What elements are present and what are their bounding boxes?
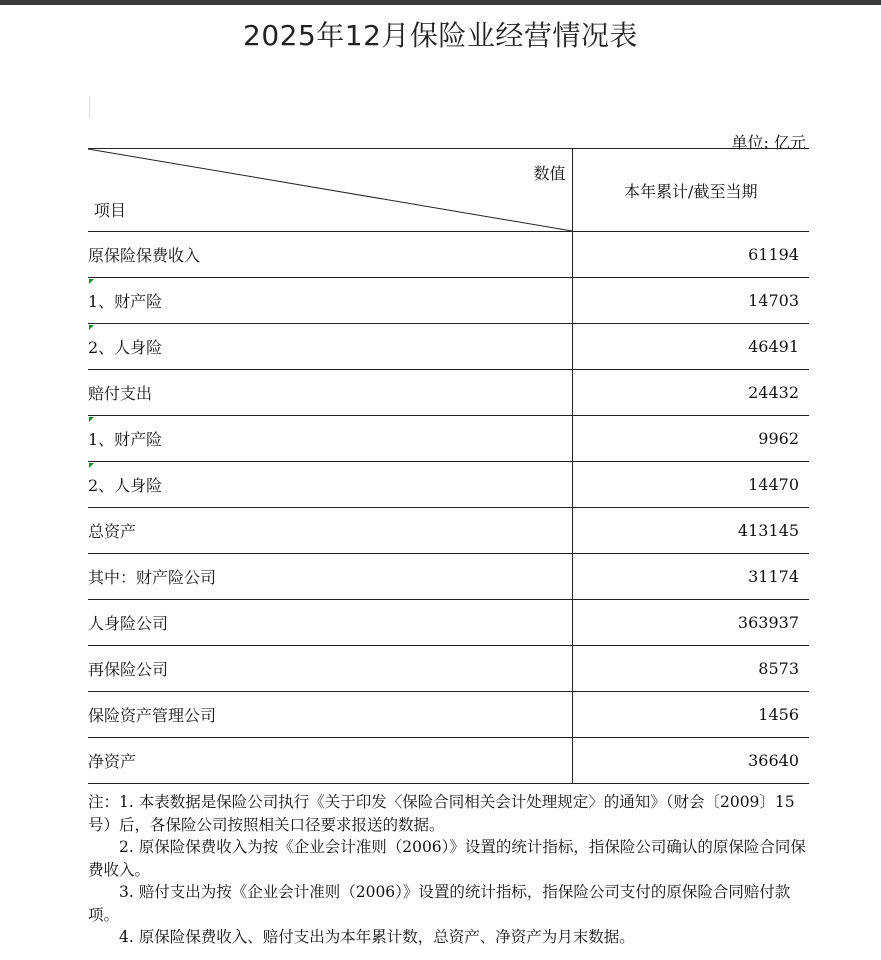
unit-label: 单位: 亿元 bbox=[731, 133, 806, 152]
row-value: 14703 bbox=[572, 278, 809, 324]
table-row bbox=[88, 738, 809, 784]
row-value: 46491 bbox=[572, 324, 809, 370]
row-value: 363937 bbox=[572, 600, 809, 646]
row-item: 1、财产险 bbox=[88, 278, 572, 324]
diagonal-line bbox=[88, 149, 572, 231]
table-row bbox=[88, 508, 809, 554]
divider bbox=[89, 96, 90, 118]
comment-marker-icon bbox=[89, 417, 94, 422]
table-header-row bbox=[88, 149, 809, 232]
header-value-label: 数值 bbox=[533, 164, 566, 183]
header-item-label: 项目 bbox=[94, 201, 127, 220]
table-row bbox=[88, 646, 809, 692]
row-value: 31174 bbox=[572, 554, 809, 600]
row-value: 61194 bbox=[572, 232, 809, 278]
row-value: 1456 bbox=[572, 692, 809, 738]
comment-marker-icon bbox=[89, 279, 94, 284]
row-item: 总资产 bbox=[88, 508, 572, 554]
footnote-1: 注：1. 本表数据是保险公司执行《关于印发〈保险合同相关会计处理规定〉的通知》（财会〔2009〕15号）后，各保险公司按照相关口径要求报送的数据。 bbox=[88, 793, 795, 834]
footnotes bbox=[88, 791, 810, 949]
row-item: 人身险公司 bbox=[88, 600, 572, 646]
table-row bbox=[88, 554, 809, 600]
row-value: 9962 bbox=[572, 416, 809, 462]
row-item: 再保险公司 bbox=[88, 646, 572, 692]
row-item: 其中：财产险公司 bbox=[88, 554, 572, 600]
header-period-label: 本年累计/截至当期 bbox=[572, 149, 809, 232]
table-row bbox=[88, 370, 809, 416]
footnote-4: 4. 原保险保费收入、赔付支出为本年累计数，总资产、净资产为月末数据。 bbox=[119, 928, 635, 946]
page-title: 2025年12月保险业经营情况表 bbox=[243, 19, 638, 52]
comment-marker-icon bbox=[89, 463, 94, 468]
table-row bbox=[88, 462, 809, 508]
row-value: 36640 bbox=[572, 738, 809, 784]
table-row bbox=[88, 692, 809, 738]
row-item: 1、财产险 bbox=[88, 416, 572, 462]
table-row bbox=[88, 416, 809, 462]
window-top-bar bbox=[0, 0, 881, 5]
row-item: 赔付支出 bbox=[88, 370, 572, 416]
row-item: 2、人身险 bbox=[88, 324, 572, 370]
footnote-3: 3. 赔付支出为按《企业会计准则（2006）》设置的统计指标，指保险公司支付的原保险合同赔付款项。 bbox=[88, 883, 791, 924]
table-row bbox=[88, 324, 809, 370]
diagonal-header-cell bbox=[88, 149, 572, 232]
row-value: 24432 bbox=[572, 370, 809, 416]
footnote-2: 2. 原保险保费收入为按《企业会计准则（2006）》设置的统计指标，指保险公司确认的原保险合同保费收入。 bbox=[88, 838, 806, 879]
row-value: 8573 bbox=[572, 646, 809, 692]
table-row bbox=[88, 600, 809, 646]
row-value: 413145 bbox=[572, 508, 809, 554]
row-item: 保险资产管理公司 bbox=[88, 692, 572, 738]
row-item: 原保险保费收入 bbox=[88, 232, 572, 278]
row-item: 2、人身险 bbox=[88, 462, 572, 508]
row-value: 14470 bbox=[572, 462, 809, 508]
table-row bbox=[88, 278, 809, 324]
table-row bbox=[88, 232, 809, 278]
row-item: 净资产 bbox=[88, 738, 572, 784]
report-table bbox=[88, 148, 809, 784]
comment-marker-icon bbox=[89, 325, 94, 330]
